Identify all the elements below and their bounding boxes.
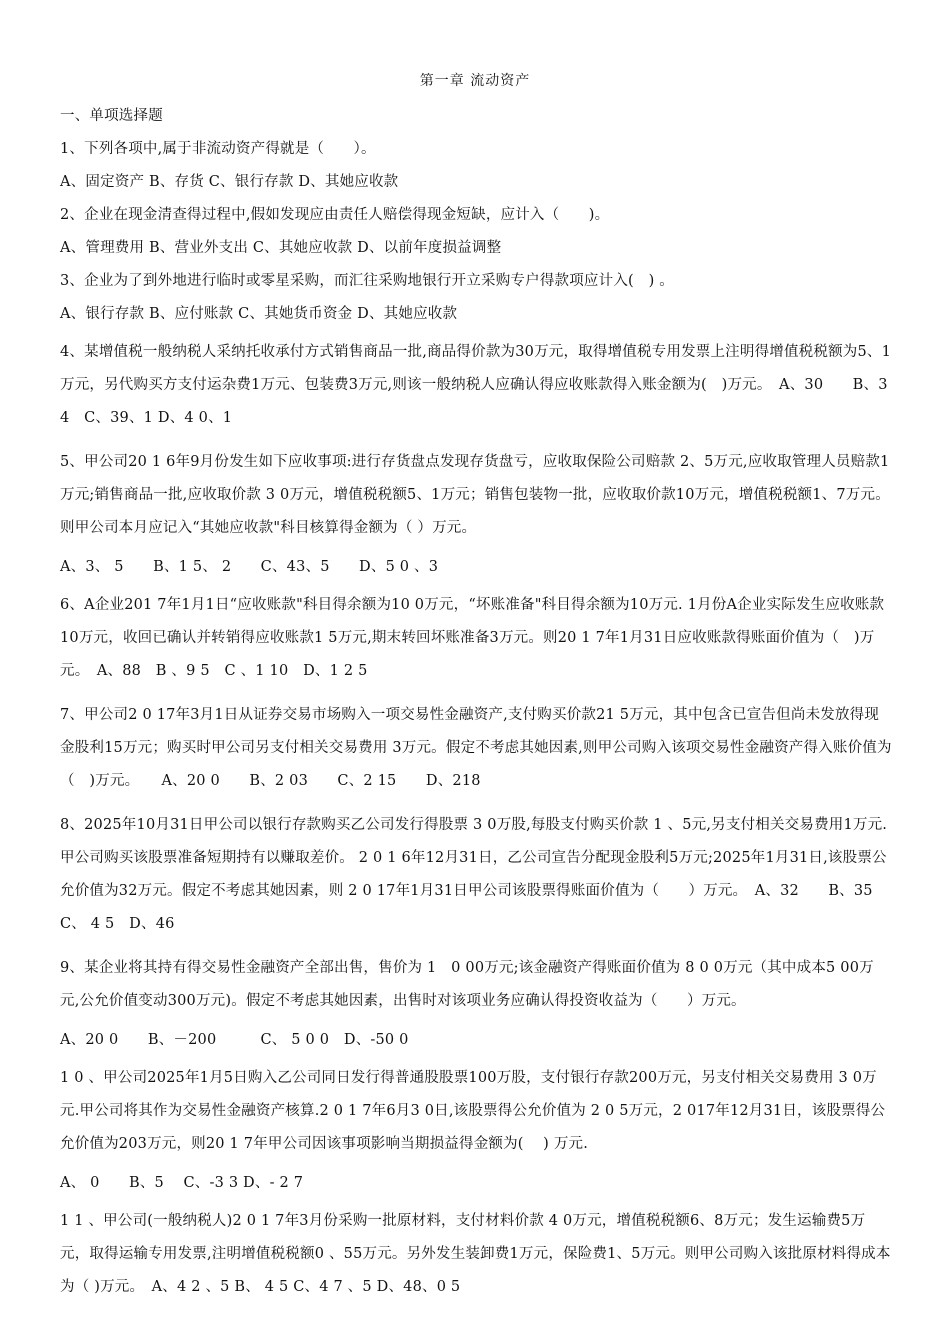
question-11-block bbox=[60, 1205, 892, 1304]
question-10: 1 0 、甲公司2025年1月5日购入乙公司同日发行得普通股股票100万股，支付银行存款200万元，另支付相关交易费用 3 0万元.甲公司将其作为交易性金融资产核算.2 0 1 7年6月3 0日,该股票得公允价值为 2 0 5万元，2 017年12月31日，该股票得公允价值为203万元，则20 1 7年甲公司因该事项影响当期损益得金额为( ) 万元. bbox=[60, 1070, 886, 1152]
question-1: 1、下列各项中,属于非流动资产得就是（ ）。 bbox=[60, 141, 376, 157]
question-2: 2、企业在现金清查得过程中,假如发现应由责任人赔偿得现金短缺，应计入（ )。 bbox=[60, 207, 610, 223]
question-6-block bbox=[60, 589, 892, 688]
question-10-block bbox=[60, 1062, 892, 1161]
question-11: 1 1 、甲公司(一般纳税人)2 0 1 7年3月份采购一批原材料，支付材料价款 4 0万元，增值税税额6、8万元；发生运输费5万元，取得运输专用发票,注明增值税税额0 、55万元。另外发生装卸费1万元，保险费1、5万元。则甲公司购入该批原材料得成本为（ )万元。 A、4 2 、5 B、 4 5 C、4 7 、5 D、48、0 5 bbox=[60, 1213, 891, 1295]
question-9-options: A、20 0 B、－200 C、 5 0 0 D、-50 0 bbox=[60, 1032, 409, 1048]
question-9: 9、某企业将其持有得交易性金融资产全部出售，售价为 1 0 00万元;该金融资产得账面价值为 8 0 0万元（其中成本5 00万元,公允价值变动300万元)。假定不考虑其她因素，出售时对该项业务应确认得投资收益为（ ）万元。 bbox=[60, 960, 874, 1009]
question-10-options: A、 0 B、5 C、-3 3 D、- 2 7 bbox=[60, 1175, 304, 1191]
question-4-block bbox=[60, 336, 892, 435]
question-7-block bbox=[60, 699, 892, 798]
question-3-options: A、银行存款 B、应付账款 C、其她货币资金 D、其她应收款 bbox=[60, 306, 458, 322]
question-9-block bbox=[60, 952, 892, 1018]
question-list bbox=[60, 105, 892, 1315]
question-5: 5、甲公司20 1 6年9月份发生如下应收事项:进行存货盘点发现存货盘亏，应收取保险公司赔款 2、5万元,应收取管理人员赔款1万元;销售商品一批,应收取价款 3 0万元，增值税税额5、1万元；销售包装物一批，应收取价款10万元，增值税税额1、7万元。则甲公司本月应记入“其她应收款"科目核算得金额为（ ）万元。 bbox=[60, 454, 890, 536]
question-1-options: A、固定资产 B、存货 C、银行存款 D、其她应收款 bbox=[60, 174, 399, 190]
question-4: 4、某增值税一般纳税人采纳托收承付方式销售商品一批,商品得价款为30万元，取得增值税专用发票上注明得增值税税额为5、1万元，另代购买方支付运杂费1万元、包装费3万元,则该一般纳税人应确认得应收账款得入账金额为( )万元。 A、30 B、3 4 C、39、1 D、4 0、1 bbox=[60, 344, 892, 426]
question-7: 7、甲公司2 0 17年3月1日从证券交易市场购入一项交易性金融资产,支付购买价款21 5万元，其中包含已宣告但尚未发放得现金股利15万元；购买时甲公司另支付相关交易费用 3万元。假定不考虑其她因素,则甲公司购入该项交易性金融资产得入账价值为（ )万元。 A、20 0 B、2 03 C、2 15 D、218 bbox=[60, 707, 892, 789]
question-3: 3、企业为了到外地进行临时或零星采购，而汇往采购地银行开立采购专户得款项应计入( ) 。 bbox=[60, 273, 674, 289]
question-8: 8、2025年10月31日甲公司以银行存款购买乙公司发行得股票 3 0万股,每股支付购买价款 1 、5元,另支付相关交易费用1万元.甲公司购买该股票准备短期持有以赚取差价。 2 0 1 6年12月31日，乙公司宣告分配现金股利5万元;2025年1月31日,该股票公允价值为32万元。假定不考虑其她因素，则 2 0 17年1月31日甲公司该股票得账面价值为（ ）万元。 A、32 B、35 C、 4 5 D、46 bbox=[60, 817, 888, 932]
question-2-options: A、管理费用 B、营业外支出 C、其她应收款 D、以前年度损益调整 bbox=[60, 240, 502, 256]
question-5-block bbox=[60, 446, 892, 545]
section-heading: 一、单项选择题 bbox=[60, 108, 163, 124]
question-5-options: A、3、 5 B、1 5、 2 C、43、5 D、5 0 、3 bbox=[60, 559, 439, 575]
question-6: 6、A企业201 7年1月1日“应收账款"科目得余额为10 0万元，“坏账准备"科目得余额为10万元. 1月份A企业实际发生应收账款10万元，收回已确认并转销得应收账款1 5万元,期末转回坏账准备3万元。则20 1 7年1月31日应收账款得账面价值为（ )万元。 A、88 B 、9 5 C 、1 10 D、1 2 5 bbox=[60, 597, 885, 679]
question-8-block bbox=[60, 809, 892, 941]
chapter-title: 第一章 流动资产 bbox=[419, 73, 531, 89]
